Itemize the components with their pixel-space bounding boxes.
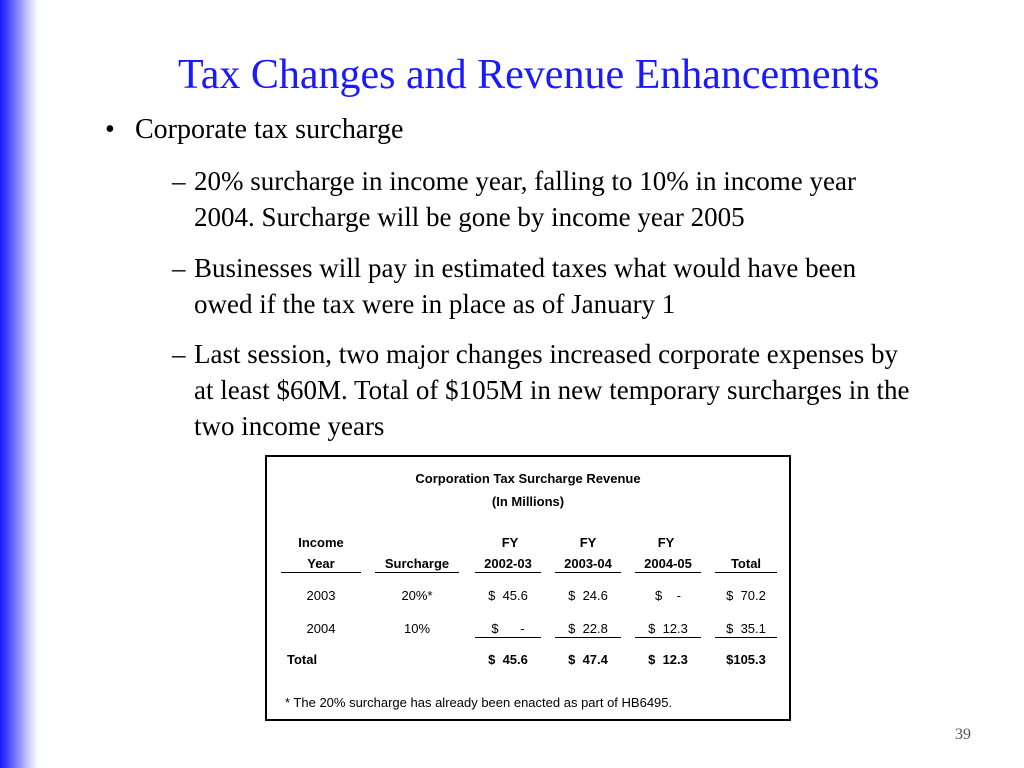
bullet-marker: • [105, 114, 115, 145]
table-row-2004-fy0203: $ - [475, 621, 541, 638]
bullet-corporate-tax-surcharge [105, 113, 404, 147]
header-fy-3: FY [657, 535, 675, 550]
dash-marker: – [172, 253, 186, 283]
table-row-2004-total: $ 35.1 [715, 621, 777, 638]
table-row-2003-surcharge: 20%* [401, 588, 433, 603]
left-gradient-bar [0, 0, 38, 768]
table-total-total: $105.3 [726, 652, 766, 667]
slide-title: Tax Changes and Revenue Enhancements [178, 52, 880, 98]
header-fy-1: FY [501, 535, 519, 550]
header-surcharge: Surcharge [375, 556, 459, 573]
table-row-2003-total: $ 70.2 [726, 588, 766, 603]
table-subtitle: (In Millions) [491, 494, 565, 509]
subbullet-text: Last session, two major changes increased corporate expenses by at least $60M. Total of $105M in new temporary surcharges in the two income years [194, 339, 910, 441]
page-number: 39 [955, 726, 971, 743]
table-total-label: Total [287, 652, 318, 667]
table-title: Corporation Tax Surcharge Revenue [415, 471, 641, 486]
header-2003-04: 2003-04 [555, 556, 621, 573]
surcharge-revenue-table [265, 455, 791, 721]
table-footnote: * The 20% surcharge has already been enacted as part of HB6495. [285, 695, 673, 710]
table-row-2003-fy0304: $ 24.6 [568, 588, 608, 603]
subbullet-3 [172, 336, 912, 444]
table-row-2004-fy0304: $ 22.8 [555, 621, 621, 638]
table-row-2004-fy0405: $ 12.3 [635, 621, 701, 638]
subbullet-text: Businesses will pay in estimated taxes what would have been owed if the tax were in place as of January 1 [194, 253, 857, 319]
subbullet-text: 20% surcharge in income year, falling to 10% in income year 2004. Surcharge will be gone by income year 2005 [194, 166, 856, 232]
bullet-text: Corporate tax surcharge [135, 114, 404, 145]
dash-marker: – [172, 339, 186, 369]
table-row-2003-year: 2003 [306, 588, 336, 603]
header-income: Income [298, 535, 344, 550]
table-row-2004-year: 2004 [306, 621, 336, 636]
dash-marker: – [172, 166, 186, 196]
table-row-2004-surcharge: 10% [403, 621, 431, 636]
header-fy-2: FY [579, 535, 597, 550]
table-total-fy0203: $ 45.6 [488, 652, 528, 667]
table-row-2003-fy0203: $ 45.6 [488, 588, 528, 603]
header-year: Year [281, 556, 361, 573]
subbullet-1 [172, 163, 912, 235]
header-2002-03: 2002-03 [475, 556, 541, 573]
table-total-fy0405: $ 12.3 [648, 652, 688, 667]
header-total: Total [715, 556, 777, 573]
table-total-fy0304: $ 47.4 [568, 652, 608, 667]
subbullet-2 [172, 250, 912, 322]
header-2004-05: 2004-05 [635, 556, 701, 573]
table-row-2003-fy0405: $ - [654, 588, 681, 603]
